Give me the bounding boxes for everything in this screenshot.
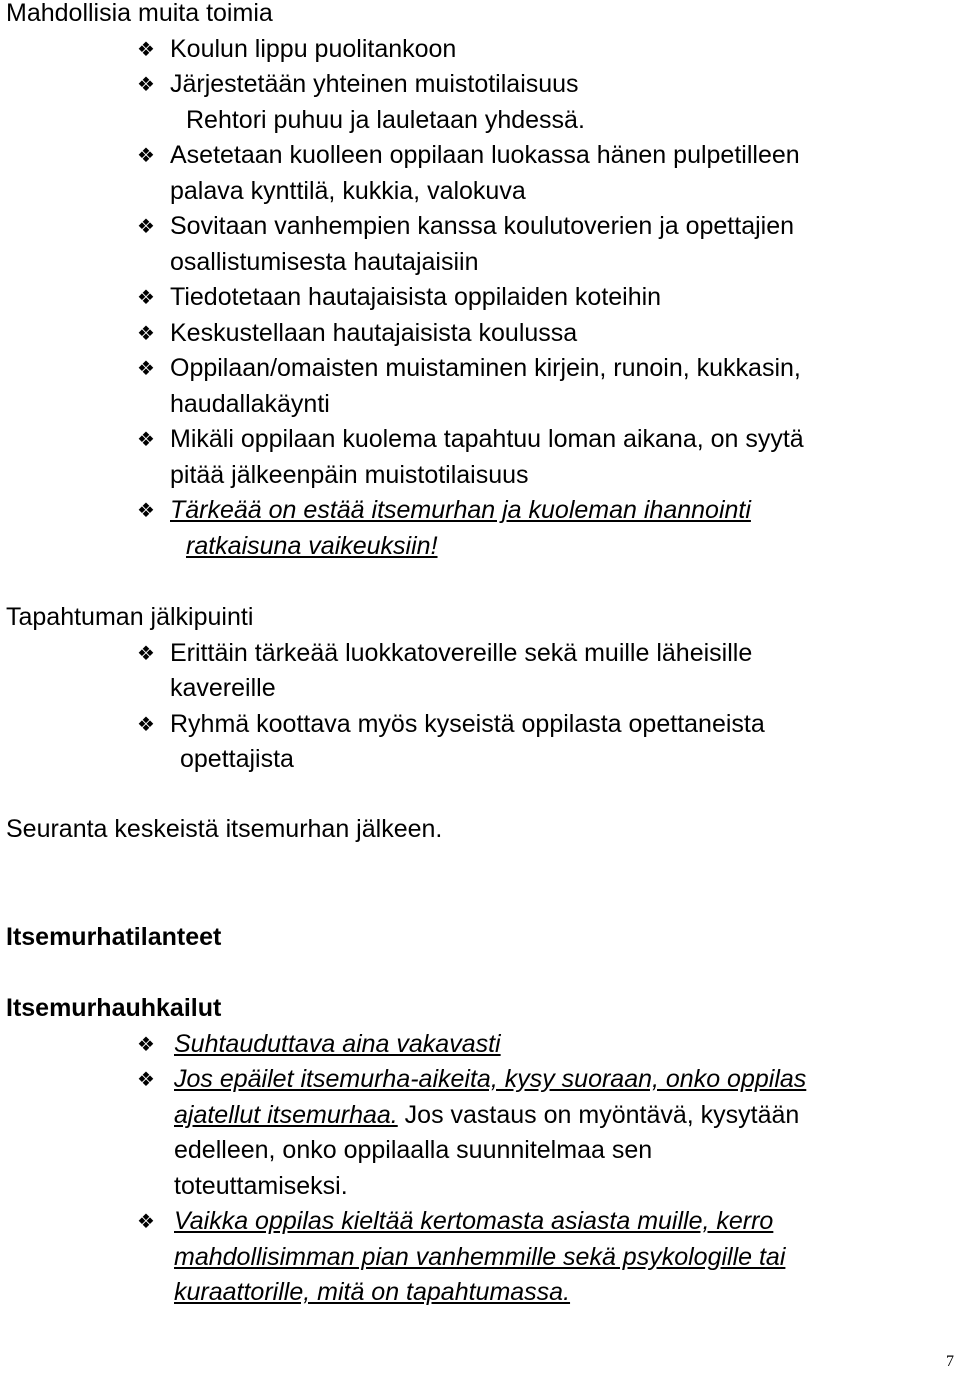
list-item: ❖ Sovitaan vanhempien kanssa koulutoverien ja opettajien osallistumisesta hautajaisiin xyxy=(6,209,956,280)
list-item xyxy=(6,493,956,564)
list-item: ❖ Oppilaan/omaisten muistaminen kirjein, runoin, kukkasin, haudallakäynti xyxy=(6,351,956,422)
bullet-list xyxy=(6,1027,956,1311)
list-item: ❖ Järjestetään yhteinen muistotilaisuus Rehtori puhuu ja lauletaan yhdessä. xyxy=(6,67,956,138)
diamond-bullet-icon: ❖ xyxy=(137,498,155,522)
section-other-actions xyxy=(6,0,956,564)
list-item: ❖ Jos epäilet itsemurha-aikeita, kysy suoraan, onko oppilas ajatellut itsemurhaa. Jos vastaus on myöntävä, kysytään edelleen, onko oppilaalla suunnitelmaa sen toteuttamiseksi. xyxy=(6,1062,956,1204)
list-item: ❖ Ryhmä koottava myös kyseistä oppilasta opettaneista opettajista xyxy=(6,707,956,778)
section-debriefing xyxy=(6,600,956,778)
page-number: 7 xyxy=(946,1353,954,1370)
diamond-bullet-icon: ❖ xyxy=(137,143,155,167)
diamond-bullet-icon: ❖ xyxy=(137,1031,155,1056)
section-title: Tapahtuman jälkipuinti xyxy=(6,603,254,631)
diamond-bullet-icon: ❖ xyxy=(137,72,155,96)
diamond-bullet-icon: ❖ xyxy=(137,427,155,451)
list-item xyxy=(6,1204,956,1311)
emphasis-text: Vaikka oppilas kieltää kertomasta asiasta muille, kerro xyxy=(174,1207,774,1235)
emphasis-text: Tärkeää on estää itsemurhan ja kuoleman ihannointi xyxy=(170,496,751,524)
list-item: ❖ Tiedotetaan hautajaisista oppilaiden koteihin xyxy=(6,280,956,316)
bullet-list xyxy=(6,636,956,778)
emphasis-text: kuraattorille, mitä on tapahtumassa. xyxy=(174,1278,571,1306)
emphasis-text: Jos epäilet itsemurha-aikeita, kysy suoraan, onko oppilas xyxy=(174,1065,807,1093)
diamond-bullet-icon: ❖ xyxy=(137,1067,155,1091)
emphasis-text: ajatellut itsemurhaa. xyxy=(174,1100,398,1129)
list-item: ❖ Koulun lippu puolitankoon xyxy=(6,32,956,68)
list-item: ❖ Keskustellaan hautajaisista koulussa xyxy=(6,316,956,352)
list-item xyxy=(6,1027,956,1063)
list-item: ❖ Asetetaan kuolleen oppilaan luokassa hänen pulpetilleen palava kynttilä, kukkia, valokuva xyxy=(6,138,956,209)
diamond-bullet-icon: ❖ xyxy=(137,36,155,61)
diamond-bullet-icon: ❖ xyxy=(137,214,155,238)
diamond-bullet-icon: ❖ xyxy=(137,320,155,345)
section-title: Mahdollisia muita toimia xyxy=(6,0,273,27)
list-item: ❖ Erittäin tärkeää luokkatovereille sekä muille läheisille kavereille xyxy=(6,636,956,707)
section-suicide-threats xyxy=(6,991,956,1311)
diamond-bullet-icon: ❖ xyxy=(137,640,155,665)
bullet-list xyxy=(6,32,956,565)
list-item: ❖ Mikäli oppilaan kuolema tapahtuu loman aikana, on syytä pitää jälkeenpäin muistotilaisuus xyxy=(6,422,956,493)
emphasis-text: Suhtauduttava aina vakavasti xyxy=(174,1029,501,1058)
diamond-bullet-icon: ❖ xyxy=(137,711,155,736)
diamond-bullet-icon: ❖ xyxy=(137,356,155,380)
diamond-bullet-icon: ❖ xyxy=(137,1209,155,1233)
diamond-bullet-icon: ❖ xyxy=(137,285,155,309)
followup-text: Seuranta keskeistä itsemurhan jälkeen. xyxy=(6,815,443,843)
emphasis-text: ratkaisuna vaikeuksiin! xyxy=(186,531,438,560)
emphasis-text: mahdollisimman pian vanhemmille sekä psykologille tai xyxy=(174,1242,786,1271)
heading-suicide-situations: Itsemurhatilanteet xyxy=(6,923,222,951)
section-title: Itsemurhauhkailut xyxy=(6,994,222,1022)
